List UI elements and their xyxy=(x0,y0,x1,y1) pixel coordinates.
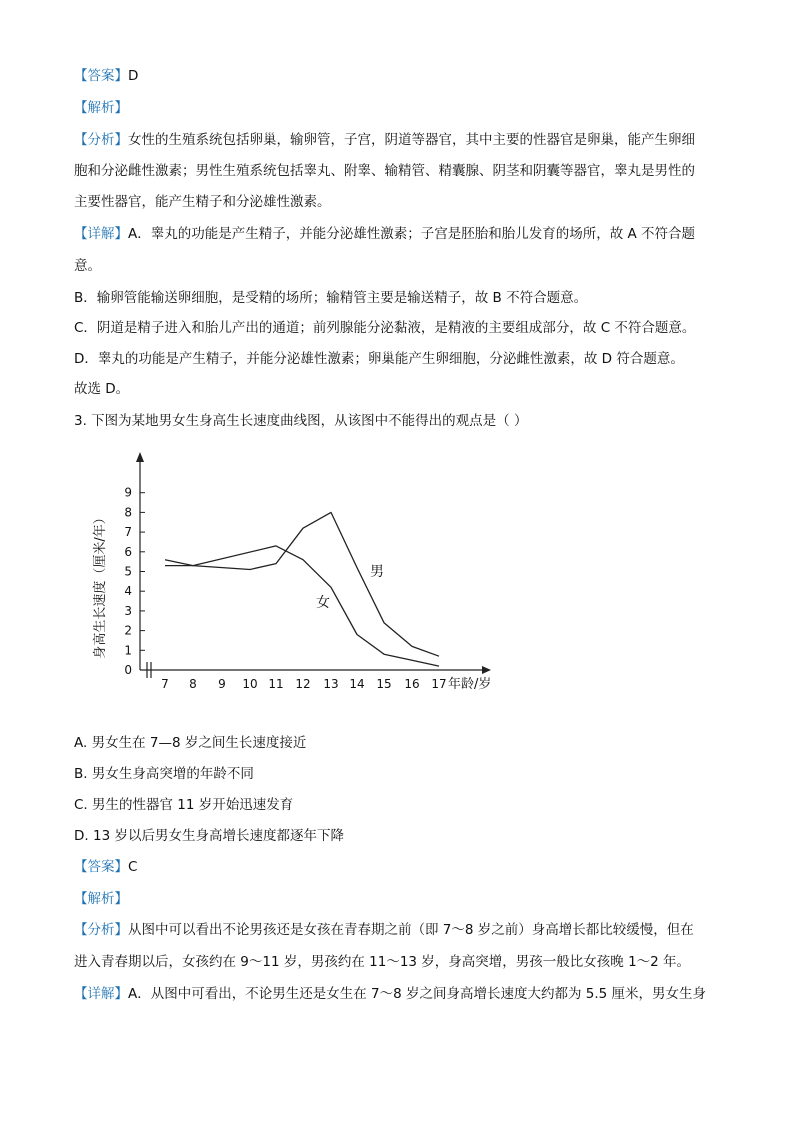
x-tick-label: 10 xyxy=(242,677,258,691)
fenxi-tag: 【分析】 xyxy=(74,922,128,938)
xiangjie-line-4: C．阴道是精子进入和胎儿产出的通道；前列腺能分泌黏液，是精液的主要组成部分，故 C 不符合题意。 xyxy=(74,320,696,336)
x-tick-label: 13 xyxy=(323,677,339,691)
y-axis-arrow xyxy=(136,452,144,462)
analysis-line-3 xyxy=(74,889,128,909)
y-tick-label: 2 xyxy=(124,623,132,638)
option-a: A. 男女生在 7—8 岁之间生长速度接近 xyxy=(74,735,307,751)
x-tick-label: 16 xyxy=(404,677,420,691)
xiangjie-line-1 xyxy=(74,224,695,244)
xiangjie-line-2: 意。 xyxy=(74,258,101,274)
growth-chart xyxy=(70,440,530,710)
y-tick-label: 6 xyxy=(124,544,132,559)
fenxi3-line-1 xyxy=(74,920,694,940)
question-3: 3. 下图为某地男女生身高生长速度曲线图，从该图中不能得出的观点是（ ） xyxy=(74,413,528,429)
answer-line-1 xyxy=(74,66,138,86)
analysis-line-1 xyxy=(74,98,128,118)
fenxi-text: 女性的生殖系统包括卵巢，输卵管，子宫，阴道等器官，其中主要的性器官是卵巢，能产生卵细 xyxy=(128,132,695,148)
fenxi-line-2: 胞和分泌雌性激素；男性生殖系统包括睾丸、附睾、输精管、精囊腺、阴茎和阴囊等器官，睾丸是男性的 xyxy=(74,163,695,179)
growth-chart-svg xyxy=(70,440,530,710)
option-d: D. 13 岁以后男女生身高增长速度都逐年下降 xyxy=(74,828,344,844)
series-line-female xyxy=(165,512,439,656)
x-tick-label: 9 xyxy=(218,677,226,691)
x-tick-label: 14 xyxy=(349,677,365,691)
y-axis-label: 身高生长速度（厘米/年） xyxy=(93,511,108,659)
y-tick-label: 3 xyxy=(124,603,132,618)
x-axis-arrow xyxy=(482,666,491,674)
x-tick-label: 11 xyxy=(268,677,284,691)
y-tick-label: 0 xyxy=(124,663,132,677)
series-line-male xyxy=(165,546,439,666)
xiangjie-tag: 【详解】 xyxy=(74,986,128,1002)
xiangjie-line-6: 故选 D。 xyxy=(74,381,130,397)
x-tick-label: 8 xyxy=(189,677,197,691)
analysis-tag: 【解析】 xyxy=(74,891,128,907)
y-tick-label: 8 xyxy=(124,505,132,520)
y-tick-label: 9 xyxy=(124,485,132,500)
y-tick-label: 1 xyxy=(124,643,132,658)
y-tick-label: 4 xyxy=(124,584,132,599)
xiangjie-text: A．从图中可看出，不论男生还是女生在 7～8 岁之间身高增长速度大约都为 5.5 厘米，男女生身 xyxy=(128,986,707,1002)
series-label-male: 男 xyxy=(370,564,384,580)
chart-series xyxy=(165,512,439,666)
option-c: C. 男生的性器官 11 岁开始迅速发育 xyxy=(74,797,294,813)
xiangjie-tag: 【详解】 xyxy=(74,226,128,242)
y-tick-label: 7 xyxy=(124,525,132,540)
fenxi-line-3: 主要性器官，能产生精子和分泌雄性激素。 xyxy=(74,194,331,210)
xiangjie-text: A．睾丸的功能是产生精子，并能分泌雄性激素；子宫是胚胎和胎儿发育的场所，故 A 不符合题 xyxy=(128,226,696,242)
chart-ticks xyxy=(124,486,446,691)
xiangjie-line-3: B．输卵管能输送卵细胞，是受精的场所；输精管主要是输送精子，故 B 不符合题意。 xyxy=(74,290,588,306)
y-tick-label: 5 xyxy=(124,564,132,579)
x-tick-label: 12 xyxy=(295,677,311,691)
fenxi-line-1 xyxy=(74,130,695,150)
answer-tag: 【答案】 xyxy=(74,68,128,84)
fenxi-text: 从图中可以看出不论男孩还是女孩在青春期之前（即 7～8 岁之前）身高增长都比较缓慢，但在 xyxy=(128,922,694,938)
answer-value: C xyxy=(128,859,138,875)
answer-tag: 【答案】 xyxy=(74,859,128,875)
answer-line-3 xyxy=(74,857,137,877)
series-label-female: 女 xyxy=(316,595,330,611)
x-tick-label: 7 xyxy=(161,677,169,691)
option-b: B. 男女生身高突增的年龄不同 xyxy=(74,766,254,782)
fenxi3-line-2: 进入青春期以后，女孩约在 9～11 岁，男孩约在 11～13 岁，身高突增，男孩一般比女孩晚 1～2 年。 xyxy=(74,954,691,970)
answer-value: D xyxy=(128,68,139,84)
x-tick-label: 17 xyxy=(431,677,447,691)
xiangjie3-line-1 xyxy=(74,984,706,1004)
fenxi-tag: 【分析】 xyxy=(74,132,128,148)
xiangjie-line-5: D．睾丸的功能是产生精子，并能分泌雄性激素；卵巢能产生卵细胞，分泌雌性激素，故 D 符合题意。 xyxy=(74,351,684,367)
x-axis-label: 年龄/岁 xyxy=(448,677,492,692)
analysis-tag: 【解析】 xyxy=(74,100,128,116)
x-tick-label: 15 xyxy=(376,677,392,691)
